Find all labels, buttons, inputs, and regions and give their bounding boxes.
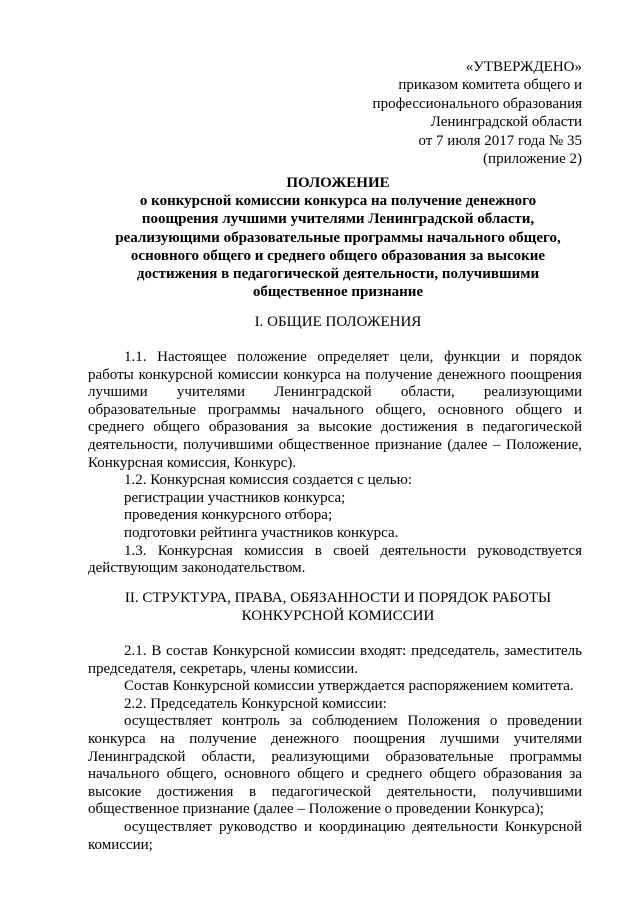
paragraph-2-2b: осуществляет руководство и координацию деятельности Конкурсной комиссии; <box>88 818 582 853</box>
approval-stamp <box>373 58 582 168</box>
title-line: основного общего и среднего общего образования за высокие <box>130 247 546 264</box>
paragraph-2-2: 2.2. Председатель Конкурсной комиссии: <box>124 695 387 712</box>
paragraph-1-1: 1.1. Настоящее положение определяет цели, функции и порядок работы конкурсной комиссии конкурса на получение денежного поощрения лучшими учителями Ленинградской области, реализующими образовательные программы начального общего, основного общего и среднего общего образования за высокие достижения в педагогической деятельности, получившими общественное признание (далее – Положение, Конкурсная комиссия, Конкурс). <box>88 349 582 471</box>
list-item: проведения конкурсного отбора; <box>124 507 333 524</box>
title-line: общественное признание <box>252 284 424 301</box>
paragraph-1-2: 1.2. Конкурсная комиссия создается с целью: <box>124 472 412 489</box>
title-line: о конкурсной комиссии конкурса на получение денежного <box>139 193 537 210</box>
section-2-heading <box>88 589 588 626</box>
title-line: поощрения лучшими учителями Ленинградской области, <box>141 211 535 228</box>
title-line: реализующими образовательные программы начального общего, <box>115 229 561 246</box>
section-2-heading-line: II. СТРУКТУРА, ПРАВА, ОБЯЗАННОСТИ И ПОРЯДОК РАБОТЫ <box>124 590 552 606</box>
list-item: регистрации участников конкурса; <box>124 489 346 506</box>
paragraph-2-1: 2.1. В состав Конкурсной комиссии входят: председатель, заместитель председателя, секретарь, члены комиссии. <box>88 643 582 677</box>
paragraph-2-2a: осуществляет контроль за соблюдением Положения о проведении конкурса на получение денежного поощрения лучшими учителями Ленинградской области, реализующими образовательные программы начального общего, основного общего и среднего общего образования за высокие достижения в педагогической деятельности, получившими общественное признание (далее – Положение о проведении Конкурса); <box>88 713 582 818</box>
section-2-body <box>88 643 582 854</box>
document-title <box>88 174 588 301</box>
approval-region: Ленинградской области <box>430 114 582 131</box>
paragraph-2-1b: Состав Конкурсной комиссии утверждается распоряжением комитета. <box>124 678 574 695</box>
list-item: подготовки рейтинга участников конкурса. <box>124 524 399 541</box>
title-line: достижения в педагогической деятельности, получившими <box>136 266 540 283</box>
approval-committee: профессионального образования <box>372 95 582 112</box>
section-1-heading: I. ОБЩИЕ ПОЛОЖЕНИЯ <box>254 314 422 330</box>
approval-title: «УТВЕРЖДЕНО» <box>465 59 582 75</box>
approval-appendix: (приложение 2) <box>483 151 582 168</box>
approval-order: приказом комитета общего и <box>398 77 582 94</box>
title-main: ПОЛОЖЕНИЕ <box>286 175 390 191</box>
section-1-body <box>88 349 582 578</box>
approval-date: от 7 июля 2017 года № 35 <box>418 132 582 149</box>
section-2-heading-line: КОНКУРСНОЙ КОМИССИИ <box>241 608 435 625</box>
paragraph-1-3: 1.3. Конкурсная комиссия в своей деятельности руководствуется действующим законодательством. <box>88 542 582 577</box>
